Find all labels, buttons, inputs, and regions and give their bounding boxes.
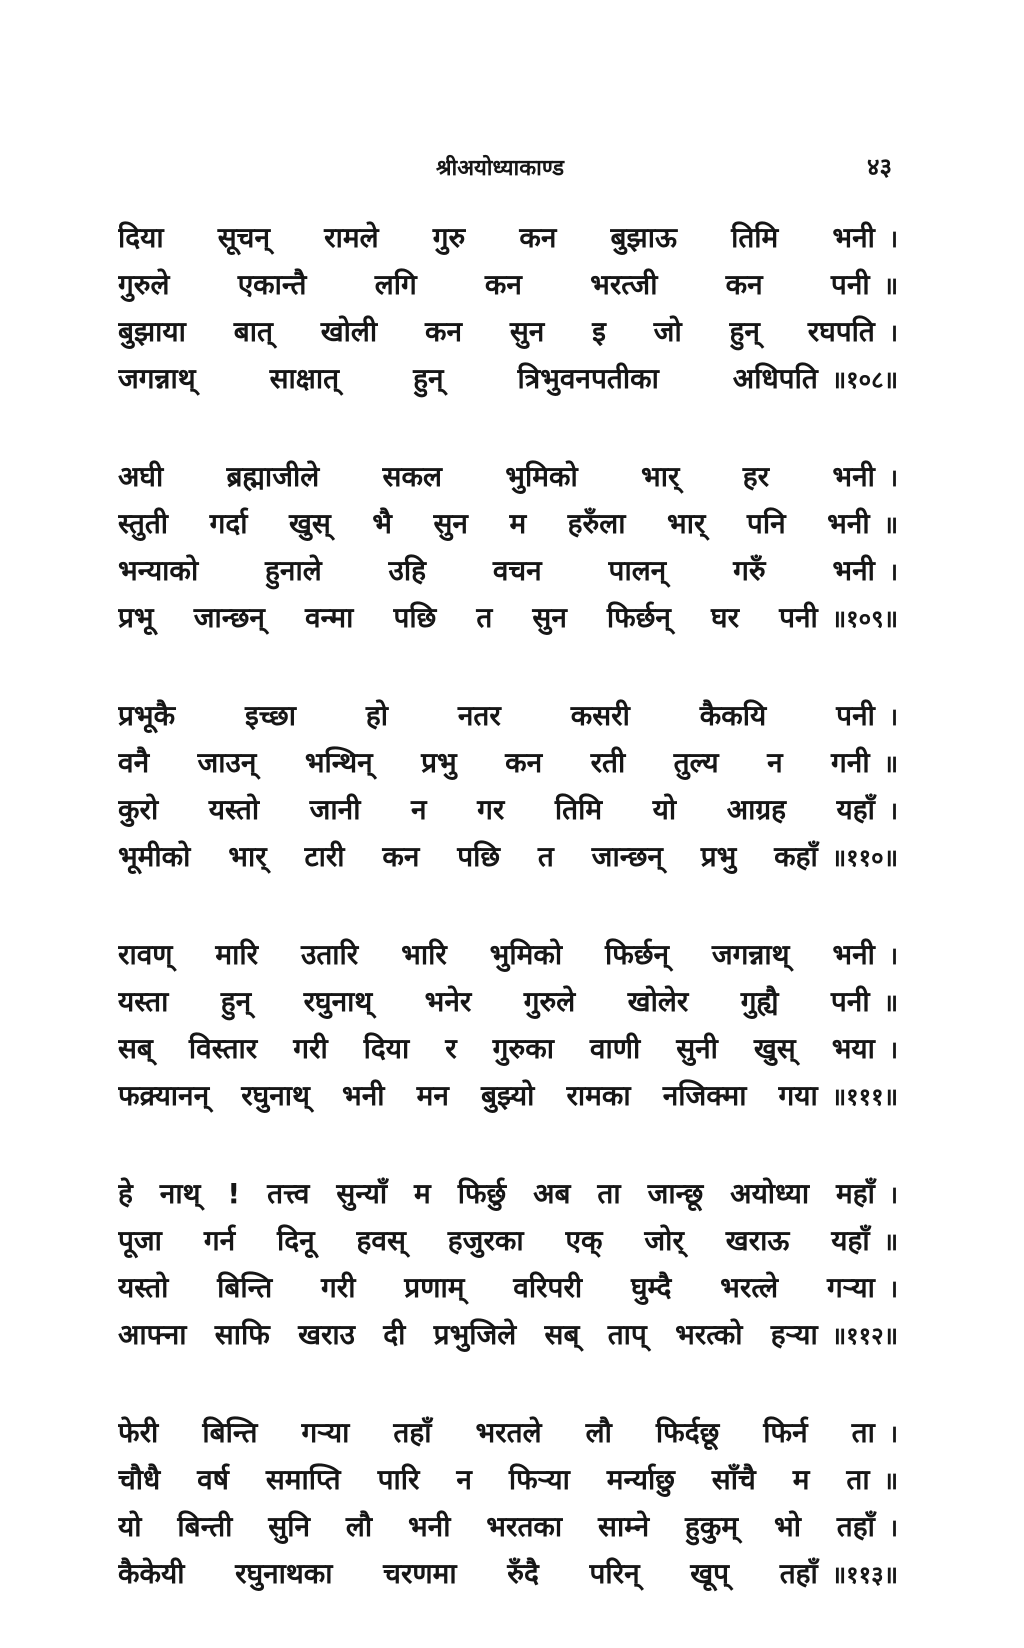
verse-line [118, 786, 898, 833]
verse-line [118, 1550, 898, 1597]
verse-end-mark: । [888, 225, 898, 253]
verse-text: गुरुले एकान्तै लगि कन भरत्जी कन पनी [118, 268, 870, 301]
verse-end-mark: । [888, 464, 898, 492]
stanza [118, 453, 898, 641]
stanza [118, 214, 898, 402]
verse-line [118, 1025, 898, 1072]
verse-line [118, 1311, 898, 1358]
verse-end-mark: । [888, 1420, 898, 1448]
stanza [118, 1170, 898, 1358]
verse-line [118, 214, 898, 261]
verse-end-mark: । [888, 1275, 898, 1303]
verse-text: भूमीको भार् टारी कन पछि त जान्छन् प्रभु कहाँ [118, 840, 818, 873]
verse-end-mark: ॥ [883, 272, 898, 300]
verse-line [118, 1217, 898, 1264]
verse-end-mark: ॥ [883, 989, 898, 1017]
verse-line [118, 692, 898, 739]
verse-line [118, 261, 898, 308]
verse-line [118, 739, 898, 786]
verse-end-mark: ॥ [883, 750, 898, 778]
verse-line [118, 833, 898, 880]
verse-text: अघी ब्रह्माजीले सकल भुमिको भार् हर भनी [118, 460, 875, 493]
verse-line [118, 594, 898, 641]
verse-text: हे नाथ् ! तत्त्व सुन्याँ म फिर्छु अब ता जान्छू अयोध्या महाँ [118, 1177, 875, 1210]
verse-text: भन्याको हुनाले उहि वचन पालन् गरुँ भनी [118, 554, 875, 587]
verse-end-mark: । [888, 1036, 898, 1064]
verse-end-mark: ॥ [883, 511, 898, 539]
page-header [0, 148, 1024, 188]
verse-text: यो बिन्ती सुनि लौ भनी भरतका साम्ने हुकुम् भो तहाँ [118, 1510, 875, 1543]
verse-end-mark: । [888, 558, 898, 586]
verse-line [118, 1409, 898, 1456]
verse-text: पूजा गर्न दिनू हवस् हजुरका एक् जोर् खराऊ यहाँ [118, 1224, 870, 1257]
verse-line [118, 978, 898, 1025]
verse-text: सब् विस्तार गरी दिया र गुरुका वाणी सुनी खुस् भया [118, 1032, 875, 1065]
verse-line [118, 547, 898, 594]
verse-block [118, 214, 898, 1648]
verse-text: वनै जाउन् भन्थिन् प्रभु कन रती तुल्य न गनी [118, 746, 870, 779]
verse-text: चौधै वर्ष समाप्ति पारि न फिऱ्या मर्न्याछु साँचै म ता [118, 1463, 870, 1496]
verse-end-mark: । [888, 1181, 898, 1209]
verse-end-mark: । [888, 797, 898, 825]
verse-text: कुरो यस्तो जानी न गर तिमि यो आग्रह यहाँ [118, 793, 875, 826]
running-title: श्रीअयोध्याकाण्ड [435, 156, 565, 181]
verse-line [118, 355, 898, 402]
verse-text: आफ्ना साफि खराउ दी प्रभुजिले सब् ताप् भरत्को हऱ्या [118, 1318, 818, 1351]
verse-end-mark: ॥ [883, 1228, 898, 1256]
verse-end-mark: ॥ [883, 1467, 898, 1495]
verse-line [118, 500, 898, 547]
verse-text: कैकेयी रघुनाथका चरणमा रुँदै परिन् खूप् तहाँ [118, 1557, 818, 1590]
verse-line [118, 308, 898, 355]
verse-end-mark: ॥११३॥ [831, 1561, 898, 1589]
verse-end-mark: ॥१११॥ [831, 1083, 898, 1111]
verse-text: जगन्नाथ् साक्षात् हुन् त्रिभुवनपतीका अधिपति [118, 362, 818, 395]
verse-text: प्रभू जान्छन् वन्मा पछि त सुन फिर्छन् घर पनी [118, 601, 818, 634]
verse-end-mark: । [888, 319, 898, 347]
verse-text: बुझाया बात् खोली कन सुन इ जो हुन् रघपति [118, 315, 875, 348]
verse-line [118, 1264, 898, 1311]
stanza [118, 931, 898, 1119]
verse-text: दिया सूचन् रामले गुरु कन बुझाऊ तिमि भनी [118, 221, 875, 254]
verse-end-mark: ॥१०८॥ [831, 366, 898, 394]
stanza [118, 1409, 898, 1597]
verse-end-mark: ॥१०९॥ [831, 605, 898, 633]
verse-end-mark: ॥११२॥ [831, 1322, 898, 1350]
verse-text: स्तुती गर्दा खुस् भै सुन म हरुँला भार् पनि भनी [118, 507, 870, 540]
verse-text: यस्ता हुन् रघुनाथ् भनेर गुरुले खोलेर गुह्यै पनी [118, 985, 870, 1018]
verse-end-mark: । [888, 942, 898, 970]
verse-end-mark: । [888, 703, 898, 731]
verse-text: प्रभूकै इच्छा हो नतर कसरी कैकयि पनी [118, 699, 875, 732]
verse-text: रावण् मारि उतारि भारि भुमिको फिर्छन् जगन्नाथ् भनी [118, 938, 875, 971]
verse-end-mark: ॥११०॥ [831, 844, 898, 872]
verse-line [118, 1456, 898, 1503]
verse-text: यस्तो बिन्ति गरी प्रणाम् वरिपरी घुम्दै भरत्ले गऱ्या [118, 1271, 875, 1304]
verse-line [118, 931, 898, 978]
verse-line [118, 1503, 898, 1550]
verse-end-mark: । [888, 1514, 898, 1542]
page-number: ४३ [867, 153, 892, 181]
verse-line [118, 1170, 898, 1217]
verse-text: फेरी बिन्ति गऱ्या तहाँ भरतले लौ फिर्दछू फिर्न ता [118, 1416, 875, 1449]
verse-text: फक्र्यानन् रघुनाथ् भनी मन बुझ्यो रामका नजिक्मा गया [118, 1079, 818, 1112]
verse-line [118, 453, 898, 500]
verse-line [118, 1072, 898, 1119]
stanza [118, 692, 898, 880]
